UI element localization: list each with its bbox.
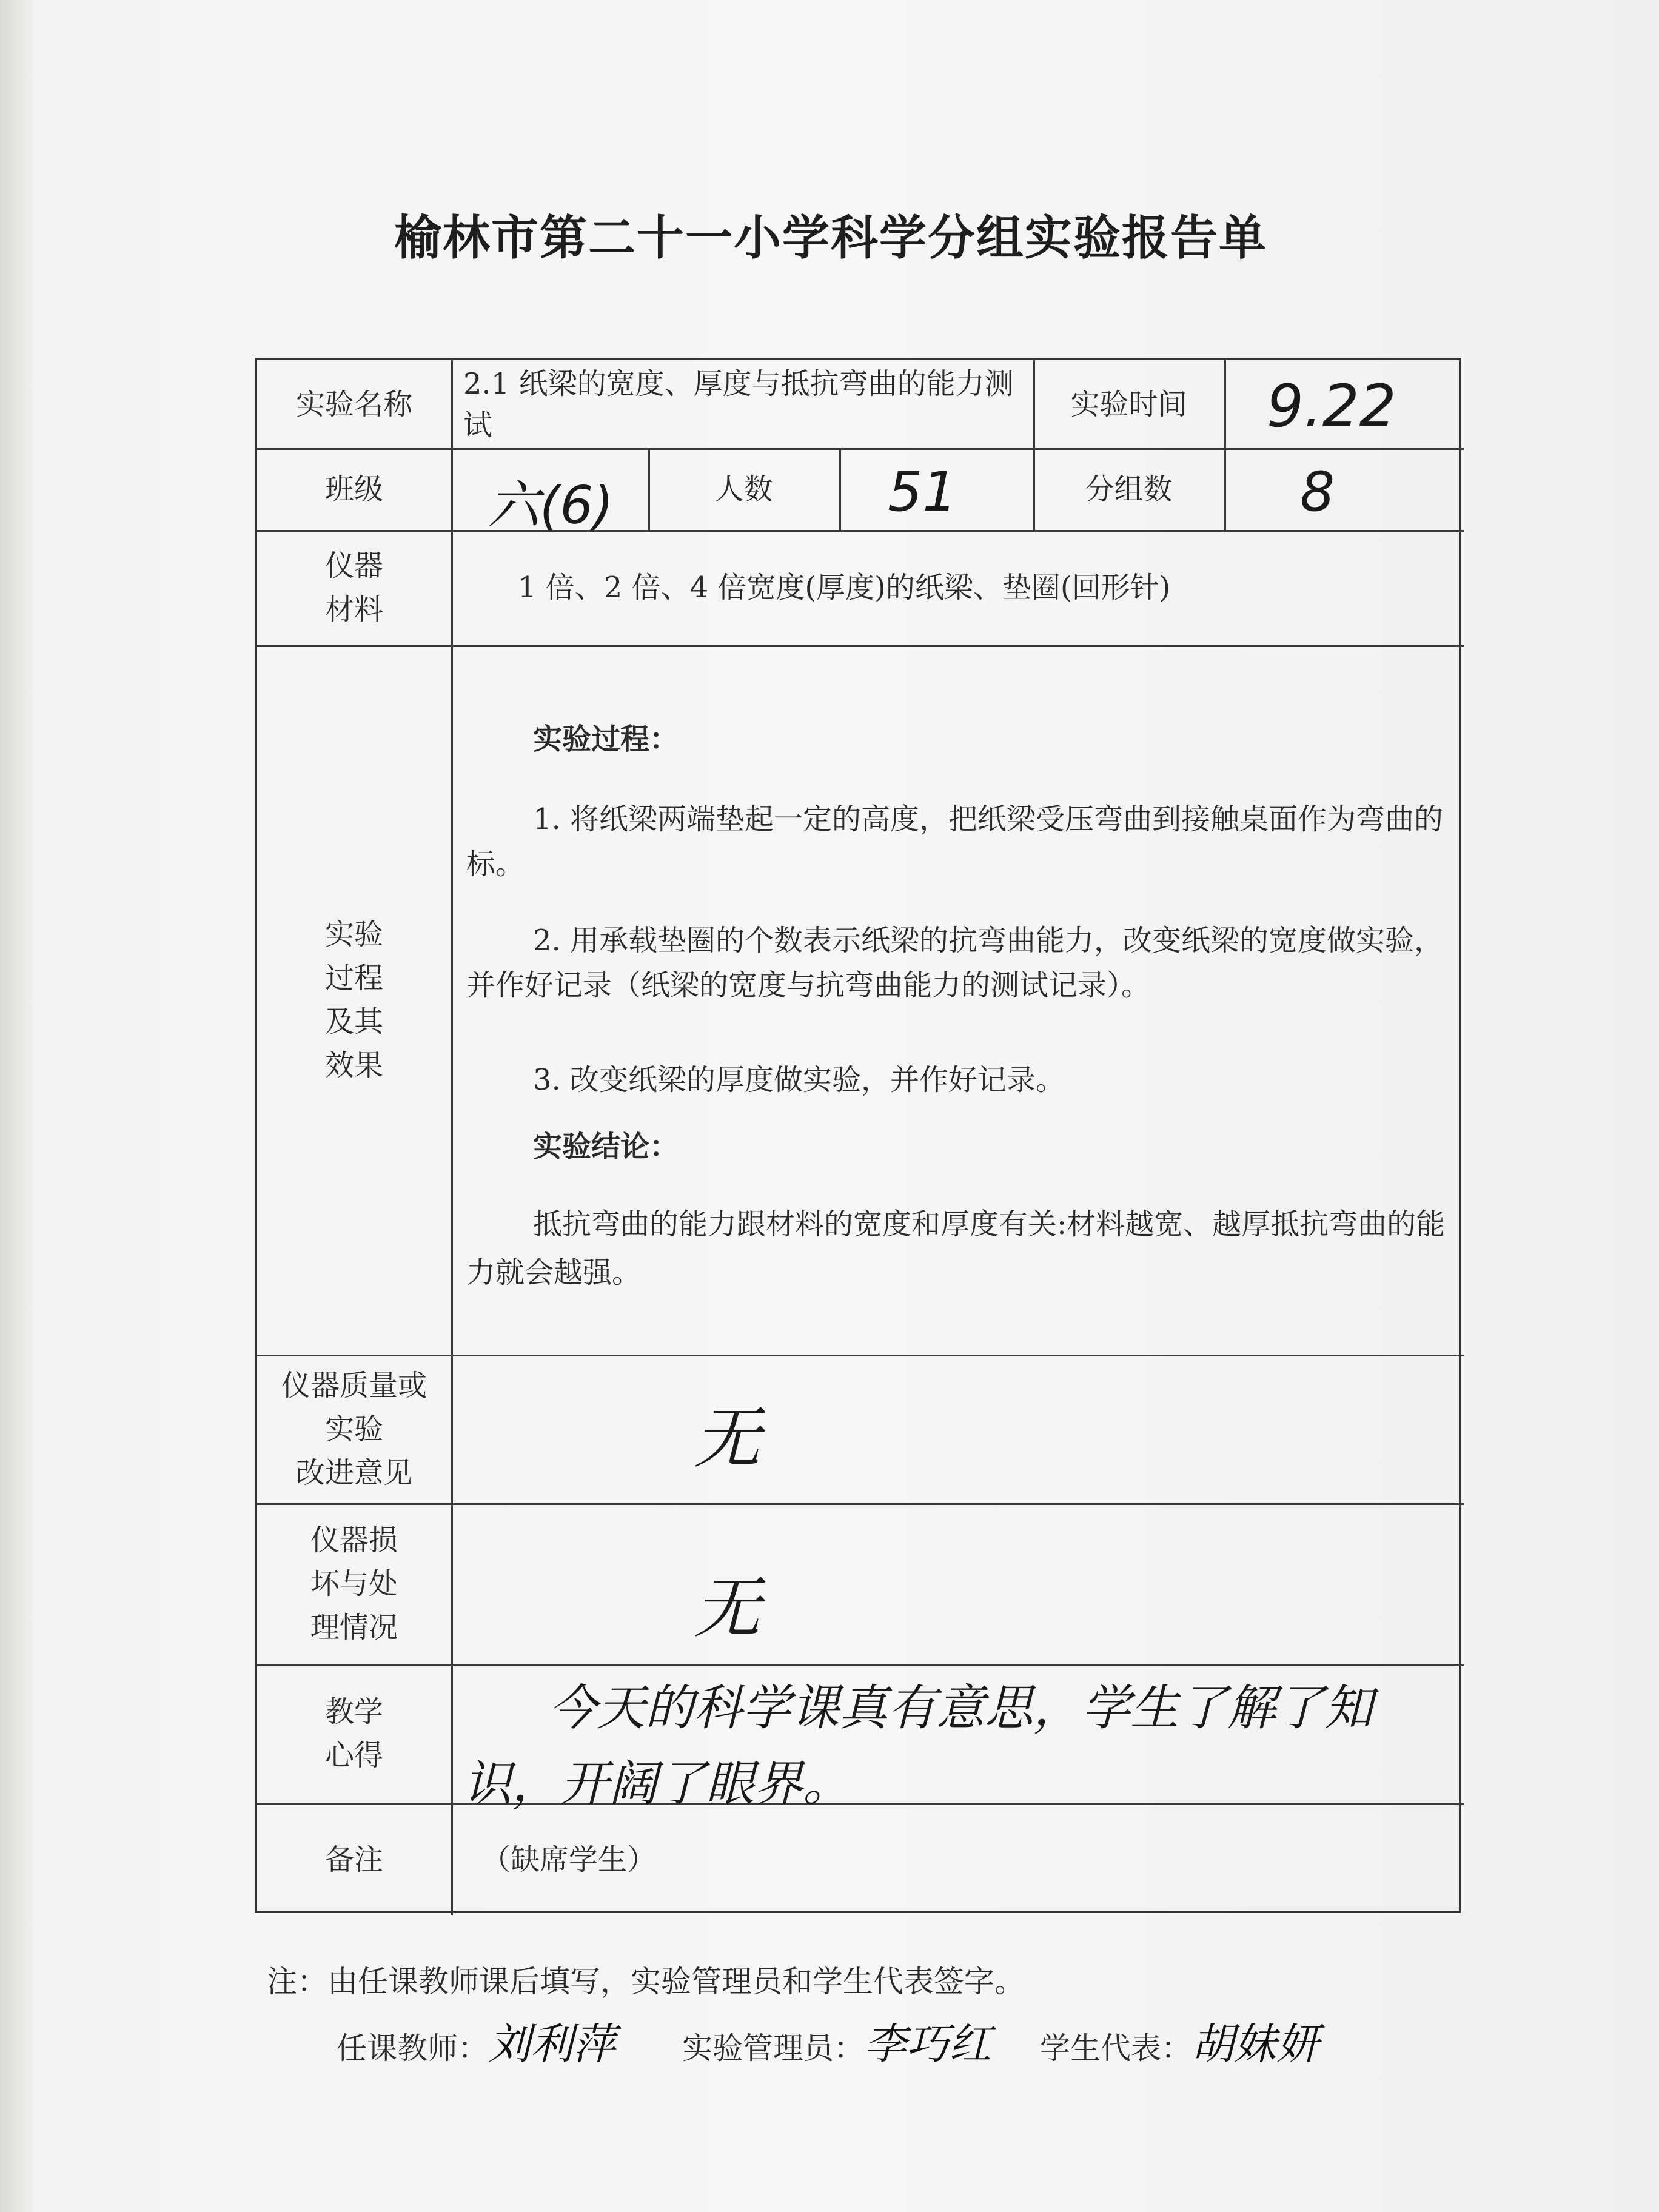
value-people: 51	[888, 460, 957, 524]
process-content	[466, 645, 1449, 1355]
student-signature: 胡妹妍	[1191, 2019, 1319, 2069]
process-step-1: 1. 将纸梁两端垫起一定的高度，把纸梁受压弯曲到接触桌面作为弯曲的标。	[466, 802, 1444, 881]
conclusion-heading: 实验结论：	[533, 1130, 679, 1164]
process-heading: 实验过程：	[533, 722, 679, 756]
value-equipment: 1 倍、2 倍、4 倍宽度(厚度)的纸梁、垫圈(回形针)	[518, 571, 1171, 605]
process-step-3: 3. 改变纸梁的厚度做实验，并作好记录。	[533, 1063, 1065, 1097]
value-quality: 无	[694, 1399, 760, 1477]
report-title: 榆林市第二十一小学科学分组实验报告单	[394, 211, 1268, 266]
label-damage: 仪器损 坏与处 理情况	[310, 1523, 398, 1644]
value-class: 六(6)	[488, 475, 614, 536]
label-class: 班级	[324, 472, 383, 506]
teacher-signature: 刘利萍	[488, 2019, 615, 2069]
conclusion-text: 抵抗弯曲的能力跟材料的宽度和厚度有关:材料越宽、越厚抵抗弯曲的能力就会越强。	[466, 1207, 1446, 1290]
label-exp-time: 实验时间	[1070, 387, 1187, 421]
admin-signature: 李巧红	[864, 2019, 991, 2069]
value-remarks: （缺席学生）	[481, 1842, 657, 1877]
report-form	[255, 358, 1461, 1913]
label-process: 实验 过程 及其 效果	[324, 917, 383, 1082]
value-exp-name: 2.1 纸梁的宽度、厚度与抵抗弯曲的能力测试	[463, 367, 1014, 442]
process-step-2: 2. 用承载垫圈的个数表示纸梁的抗弯曲能力，改变纸梁的宽度做实验，并作好记录（纸梁的宽度与抗弯曲能力的测试记录）。	[466, 923, 1444, 1002]
value-exp-time: 9.22	[1267, 372, 1396, 440]
value-groups: 8	[1300, 460, 1335, 524]
admin-label: 实验管理员：	[682, 2031, 864, 2066]
label-equipment: 仪器 材料	[324, 549, 383, 626]
label-quality: 仪器质量或 实验 改进意见	[281, 1368, 427, 1490]
label-groups: 分组数	[1085, 472, 1173, 506]
student-label: 学生代表：	[1040, 2031, 1191, 2066]
footer-note: 注：由任课教师课后填写，实验管理员和学生代表签字。	[267, 1964, 1025, 1999]
teacher-label: 任课教师：	[337, 2031, 488, 2066]
signature-row	[337, 2010, 1319, 2071]
label-remarks: 备注	[324, 1842, 383, 1877]
label-exp-name: 实验名称	[295, 387, 412, 421]
value-reflection: 今天的科学课真有意思，学生了解了知识，开阔了眼界。	[463, 1680, 1373, 1812]
value-damage: 无	[694, 1569, 760, 1647]
label-people: 人数	[714, 472, 773, 506]
label-reflection: 教学 心得	[324, 1695, 383, 1772]
